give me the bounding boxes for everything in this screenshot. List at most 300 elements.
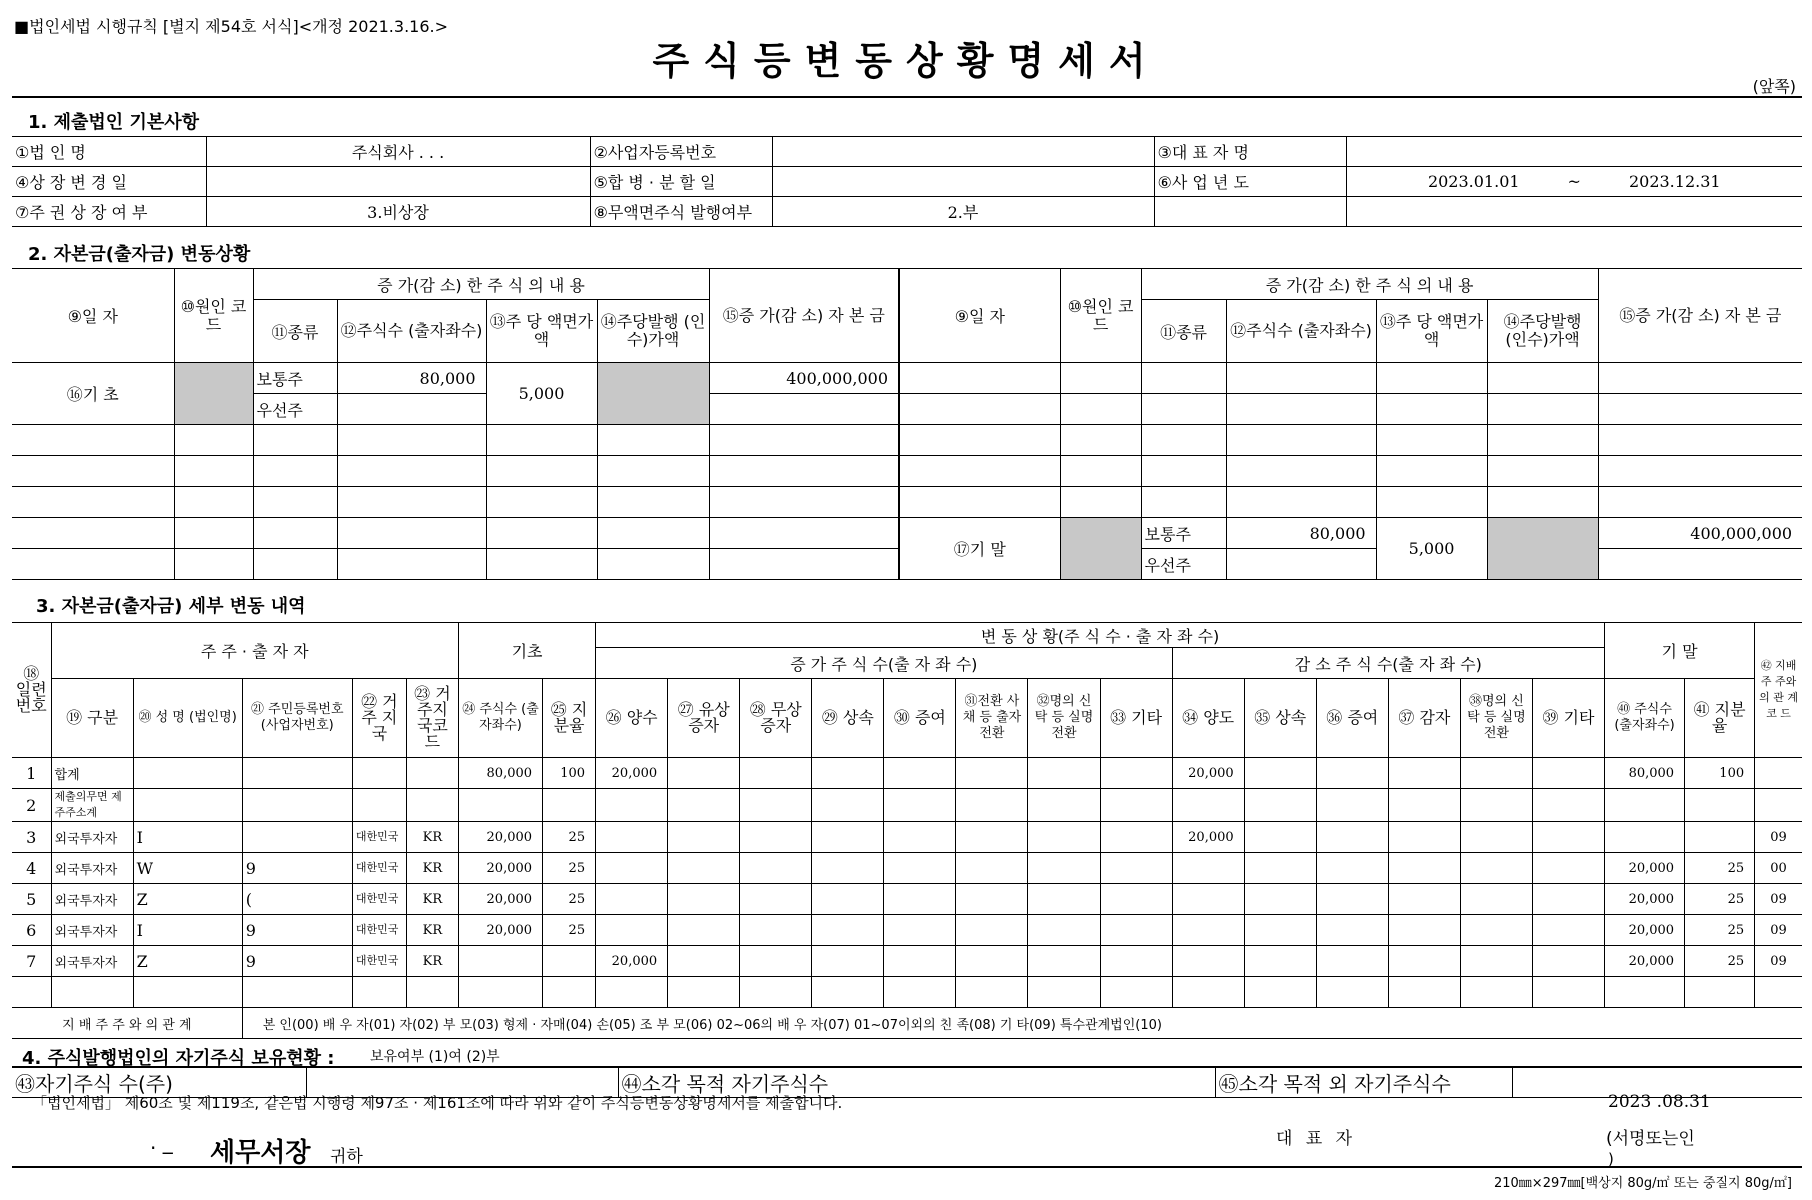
row-cell[interactable] xyxy=(1460,758,1532,789)
row-sell[interactable] xyxy=(1172,915,1244,946)
begin-preferred-label: 우선주 xyxy=(253,394,337,425)
col-header-5: ㉓ 거주지 국코드 xyxy=(406,679,458,758)
row-country-code[interactable]: KR xyxy=(406,915,458,946)
row-e-ratio[interactable]: 25 xyxy=(1685,946,1755,977)
begin-common-label: 보통주 xyxy=(253,363,337,394)
row-id-number[interactable] xyxy=(242,789,352,822)
shaded-cell xyxy=(597,363,709,425)
empty-cell[interactable] xyxy=(51,977,133,1008)
row-cell[interactable] xyxy=(812,758,884,789)
end-preferred-label: 우선주 xyxy=(1141,549,1226,580)
row-country[interactable]: 대한민국 xyxy=(352,822,406,853)
row-cell[interactable] xyxy=(884,822,956,853)
empty-cell[interactable] xyxy=(12,977,51,1008)
kind-header-2: ⑪종류 xyxy=(1141,300,1226,363)
row-serial: 1 xyxy=(12,758,51,789)
row-cell[interactable] xyxy=(1028,789,1100,822)
row-b-ratio[interactable] xyxy=(543,946,596,977)
empty-cell[interactable] xyxy=(133,977,242,1008)
ceo-value[interactable] xyxy=(1346,137,1802,167)
row-cell[interactable] xyxy=(812,884,884,915)
non-retire-label: ㊺소각 목적 외 자기주식수 xyxy=(1215,1067,1512,1098)
section3-title: 3. 자본금(출자금) 세부 변동 내역 xyxy=(36,596,306,617)
reason-code-header-2: ⑩원인 코드 xyxy=(1060,269,1141,363)
fiscal-from: 2023.01.01 xyxy=(1427,172,1520,191)
row-cell[interactable] xyxy=(1028,946,1100,977)
row-cell[interactable] xyxy=(1388,789,1460,822)
row-cell[interactable] xyxy=(884,789,956,822)
relation-code-header: ㊷ 지배주 주와의 관 계 코 드 xyxy=(1755,623,1802,758)
row-cell[interactable] xyxy=(1388,884,1460,915)
empty-cell[interactable] xyxy=(1460,977,1532,1008)
row-sell[interactable]: 20,000 xyxy=(1172,758,1244,789)
fiscal-value[interactable] xyxy=(1346,167,1802,197)
section4-title: 4. 주식발행법인의 자기주식 보유현황 : xyxy=(22,1048,335,1069)
row-buy[interactable] xyxy=(596,884,668,915)
empty-cell[interactable] xyxy=(543,977,596,1008)
row-b-shares[interactable]: 20,000 xyxy=(458,822,542,853)
row-e-ratio[interactable]: 100 xyxy=(1685,758,1755,789)
empty-cell[interactable] xyxy=(1316,977,1388,1008)
row-e-shares[interactable] xyxy=(1604,822,1684,853)
row-cell[interactable] xyxy=(1028,853,1100,884)
signature-label: (서명또는인 xyxy=(1606,1129,1695,1149)
row-b-ratio[interactable] xyxy=(543,789,596,822)
par-header: ⑬주 당 액면가액 xyxy=(486,300,597,363)
submission-date[interactable]: 2023 .08.31 xyxy=(1608,1092,1711,1112)
row-type[interactable]: 외국투자자 xyxy=(51,915,133,946)
row-cell[interactable] xyxy=(668,915,740,946)
row-cell[interactable] xyxy=(812,853,884,884)
row-country[interactable]: 대한민국 xyxy=(352,946,406,977)
row-e-shares[interactable]: 20,000 xyxy=(1604,946,1684,977)
row-cell[interactable] xyxy=(740,915,812,946)
serial-header: ⑱ 일련 번호 xyxy=(12,623,51,758)
empty-cell[interactable] xyxy=(668,977,740,1008)
row-id-number[interactable]: 9 xyxy=(242,853,352,884)
row-cell[interactable] xyxy=(1100,884,1172,915)
col-header-7: ㉕ 지분율 xyxy=(543,679,596,758)
row-e-ratio[interactable]: 25 xyxy=(1685,884,1755,915)
end-par[interactable]: 5,000 xyxy=(1376,518,1487,580)
row-sell[interactable] xyxy=(1172,789,1244,822)
row-type[interactable]: 합계 xyxy=(51,758,133,789)
row-relation-code[interactable] xyxy=(1755,789,1802,822)
row-cell[interactable] xyxy=(1100,915,1172,946)
row-cell[interactable] xyxy=(1388,758,1460,789)
row-cell[interactable] xyxy=(1100,822,1172,853)
row-cell[interactable] xyxy=(668,884,740,915)
row-cell[interactable] xyxy=(812,789,884,822)
col-header-1: ⑲ 구분 xyxy=(51,679,133,758)
row-cell[interactable] xyxy=(956,915,1028,946)
row-cell[interactable] xyxy=(1100,853,1172,884)
begin-preferred-shares[interactable] xyxy=(337,394,486,425)
row-cell[interactable] xyxy=(1532,946,1604,977)
row-cell[interactable] xyxy=(1316,884,1388,915)
empty-cell[interactable] xyxy=(740,977,812,1008)
begin-shares[interactable]: 80,000 xyxy=(337,363,486,394)
corp-name-label: ①법 인 명 xyxy=(12,137,206,167)
row-type[interactable]: 제출의무면 제주주소계 xyxy=(51,789,133,822)
row-country-code[interactable]: KR xyxy=(406,946,458,977)
col-header-20: ㊳명의 신탁 등 실명전환 xyxy=(1460,679,1532,758)
shares-header-2: ⑫주식수 (출자좌수) xyxy=(1226,300,1376,363)
row-cell[interactable] xyxy=(1532,789,1604,822)
shaded-cell xyxy=(1060,518,1141,580)
col-header-22: ㊵ 주식수 (출자좌수) xyxy=(1604,679,1684,758)
row-buy[interactable] xyxy=(596,789,668,822)
row-cell[interactable] xyxy=(1388,915,1460,946)
col-header-11: ㉙ 상속 xyxy=(812,679,884,758)
detail-change-table xyxy=(12,622,1802,1039)
empty-cell xyxy=(1154,197,1346,227)
capital-header: ⑮증 가(감 소) 자 본 금 xyxy=(709,269,899,363)
row-e-ratio[interactable]: 25 xyxy=(1685,915,1755,946)
row-e-ratio[interactable] xyxy=(1685,789,1755,822)
col-header-21: ㊴ 기타 xyxy=(1532,679,1604,758)
row-sell[interactable] xyxy=(1172,853,1244,884)
col-header-8: ㉖ 양수 xyxy=(596,679,668,758)
row-cell[interactable] xyxy=(1460,789,1532,822)
empty-cell[interactable] xyxy=(1172,977,1244,1008)
row-cell[interactable] xyxy=(740,946,812,977)
corp-name-value[interactable]: 주식회사 . . . xyxy=(206,137,590,167)
row-cell[interactable] xyxy=(740,884,812,915)
row-cell[interactable] xyxy=(668,946,740,977)
shaded-cell xyxy=(1487,518,1598,580)
empty-cell xyxy=(1346,197,1802,227)
empty-cell[interactable] xyxy=(1604,977,1684,1008)
row-cell[interactable] xyxy=(956,789,1028,822)
row-buy[interactable] xyxy=(596,915,668,946)
increase-header: 증 가 주 식 수(출 자 좌 수) xyxy=(596,648,1173,679)
row-relation-code[interactable] xyxy=(1755,758,1802,789)
col-header-19: ㊲ 감자 xyxy=(1388,679,1460,758)
row-cell[interactable] xyxy=(884,915,956,946)
col-header-13: ㉛전환 사채 등 출자전환 xyxy=(956,679,1028,758)
row-id-number[interactable]: 9 xyxy=(242,915,352,946)
col-header-14: ㉜명의 신탁 등 실명전환 xyxy=(1028,679,1100,758)
change-header: 변 동 상 황(주 식 수 · 출 자 좌 수) xyxy=(596,623,1605,648)
empty-cell[interactable] xyxy=(352,977,406,1008)
row-cell[interactable] xyxy=(812,946,884,977)
listing-change-value[interactable] xyxy=(206,167,590,197)
row-cell[interactable] xyxy=(1532,758,1604,789)
row-name[interactable]: Z xyxy=(133,884,242,915)
row-type[interactable]: 외국투자자 xyxy=(51,822,133,853)
side-label: (앞쪽) xyxy=(1752,77,1796,96)
empty-cell[interactable] xyxy=(1028,977,1100,1008)
table-row xyxy=(12,946,1802,977)
bizno-value[interactable] xyxy=(772,137,1154,167)
row-cell[interactable] xyxy=(668,758,740,789)
row-cell[interactable] xyxy=(1028,915,1100,946)
row-country-code[interactable] xyxy=(406,789,458,822)
row-name[interactable]: Z xyxy=(133,946,242,977)
empty-cell[interactable] xyxy=(1755,977,1802,1008)
row-sell[interactable] xyxy=(1172,946,1244,977)
nopar-label: ⑧무액면주식 발행여부 xyxy=(590,197,772,227)
submission-statement: 「법인세법」 제60조 및 제119조, 같은법 시행령 제97조 · 제161조에 따라 위와 같이 주식등변동상황명세서를 제출합니다. xyxy=(32,1094,843,1112)
shaded-cell xyxy=(174,363,253,425)
row-serial: 6 xyxy=(12,915,51,946)
row-cell[interactable] xyxy=(1316,915,1388,946)
end-label: ⑰기 말 xyxy=(899,518,1060,580)
row-cell[interactable] xyxy=(1316,946,1388,977)
row-sell[interactable] xyxy=(1172,884,1244,915)
section1-title: 1. 제출법인 기본사항 xyxy=(28,112,199,133)
col-header-3: ㉑ 주민등록번호 (사업자번호) xyxy=(242,679,352,758)
row-cell[interactable] xyxy=(812,822,884,853)
form-reference: ■법인세법 시행규칙 [별지 제54호 서식]<개정 2021.3.16.> xyxy=(14,17,449,36)
row-cell[interactable] xyxy=(884,884,956,915)
row-b-ratio[interactable]: 25 xyxy=(543,915,596,946)
col-header-18: ㊱ 증여 xyxy=(1316,679,1388,758)
row-cell[interactable] xyxy=(1388,946,1460,977)
begin-label: ⑯기 초 xyxy=(12,363,174,425)
row-cell[interactable] xyxy=(740,853,812,884)
capital-change-table xyxy=(12,268,1802,580)
end-preferred-shares[interactable] xyxy=(1226,549,1376,580)
end-common-label: 보통주 xyxy=(1141,518,1226,549)
row-cell[interactable] xyxy=(1028,822,1100,853)
col-header-6: ㉔ 주식수 (출자좌수) xyxy=(458,679,542,758)
decrease-header: 감 소 주 식 수(출 자 좌 수) xyxy=(1172,648,1604,679)
row-relation-code[interactable]: 00 xyxy=(1755,853,1802,884)
row-serial: 7 xyxy=(12,946,51,977)
row-id-number[interactable] xyxy=(242,822,352,853)
row-id-number[interactable] xyxy=(242,758,352,789)
merger-value[interactable] xyxy=(772,167,1154,197)
row-cell[interactable] xyxy=(1244,822,1316,853)
row-cell[interactable] xyxy=(740,789,812,822)
row-buy[interactable]: 20,000 xyxy=(596,758,668,789)
row-cell[interactable] xyxy=(1244,853,1316,884)
row-type[interactable]: 외국투자자 xyxy=(51,946,133,977)
row-cell[interactable] xyxy=(1388,822,1460,853)
empty-cell[interactable] xyxy=(956,977,1028,1008)
issue-header: ⑭주당발행 (인수)가액 xyxy=(597,300,709,363)
row-country-code[interactable]: KR xyxy=(406,822,458,853)
row-id-number[interactable]: ( xyxy=(242,884,352,915)
nopar-value[interactable]: 2.부 xyxy=(772,197,1154,227)
empty-cell[interactable] xyxy=(812,977,884,1008)
page-title: 주식등변동상황명세서 xyxy=(652,39,1160,83)
par-header-2: ⑬주 당 액면가액 xyxy=(1376,300,1487,363)
begin-header: 기초 xyxy=(458,623,595,679)
row-e-shares[interactable]: 20,000 xyxy=(1604,853,1684,884)
row-cell[interactable] xyxy=(812,915,884,946)
bizno-label: ②사업자등록번호 xyxy=(590,137,772,167)
row-buy[interactable] xyxy=(596,853,668,884)
signature-close: ) xyxy=(1608,1150,1614,1168)
row-cell[interactable] xyxy=(668,789,740,822)
row-cell[interactable] xyxy=(956,884,1028,915)
row-cell[interactable] xyxy=(1460,884,1532,915)
row-b-ratio[interactable]: 25 xyxy=(543,822,596,853)
row-cell[interactable] xyxy=(956,853,1028,884)
row-cell[interactable] xyxy=(1100,789,1172,822)
row-b-shares[interactable] xyxy=(458,789,542,822)
section2-title: 2. 자본금(출자금) 변동상황 xyxy=(28,244,251,265)
empty-cell[interactable] xyxy=(458,977,542,1008)
fiscal-to: 2023.12.31 xyxy=(1628,172,1721,191)
bottom-divider xyxy=(12,1166,1802,1168)
listed-value[interactable]: 3.비상장 xyxy=(206,197,590,227)
empty-cell[interactable] xyxy=(1100,977,1172,1008)
row-cell[interactable] xyxy=(956,946,1028,977)
row-b-shares[interactable]: 20,000 xyxy=(458,853,542,884)
row-name[interactable]: I xyxy=(133,822,242,853)
row-relation-code[interactable]: 09 xyxy=(1755,915,1802,946)
row-country[interactable] xyxy=(352,758,406,789)
row-cell[interactable] xyxy=(740,758,812,789)
office-blank[interactable]: . _ xyxy=(150,1130,173,1154)
row-name[interactable] xyxy=(133,789,242,822)
begin-capital[interactable]: 400,000,000 xyxy=(709,363,899,394)
row-cell[interactable] xyxy=(1460,915,1532,946)
row-country[interactable] xyxy=(352,789,406,822)
row-cell[interactable] xyxy=(1244,758,1316,789)
listing-change-label: ④상 장 변 경 일 xyxy=(12,167,206,197)
row-b-shares[interactable] xyxy=(458,946,542,977)
row-cell[interactable] xyxy=(740,822,812,853)
table-row xyxy=(12,915,1802,946)
representative-label: 대 표 자 xyxy=(1276,1129,1357,1149)
row-cell[interactable] xyxy=(1244,946,1316,977)
row-b-shares[interactable]: 20,000 xyxy=(458,884,542,915)
row-e-shares[interactable]: 80,000 xyxy=(1604,758,1684,789)
col-header-12: ㉚ 증여 xyxy=(884,679,956,758)
row-cell[interactable] xyxy=(1388,853,1460,884)
table-row xyxy=(12,789,1802,822)
row-relation-code[interactable]: 09 xyxy=(1755,884,1802,915)
shares-header: ⑫주식수 (출자좌수) xyxy=(337,300,486,363)
row-cell[interactable] xyxy=(884,853,956,884)
row-cell[interactable] xyxy=(1316,758,1388,789)
row-cell[interactable] xyxy=(668,853,740,884)
holder-header: 주 주 · 출 자 자 xyxy=(51,623,458,679)
own-share-option[interactable]: 보유여부 (1)여 (2)부 xyxy=(370,1049,500,1065)
row-cell[interactable] xyxy=(668,822,740,853)
row-e-ratio[interactable] xyxy=(1685,822,1755,853)
row-cell[interactable] xyxy=(1316,822,1388,853)
row-cell[interactable] xyxy=(1532,884,1604,915)
empty-cell[interactable] xyxy=(1244,977,1316,1008)
basic-info-table xyxy=(12,136,1802,227)
relation-legend-codes: 본 인(00) 배 우 자(01) 자(02) 부 모(03) 형제 · 자매(04) 손(05) 조 부 모(06) 02~06의 배 우 자(07) 01~07이외의 친 족(08) 기 타(09) 특수관계법인(10) xyxy=(242,1008,1802,1039)
row-cell[interactable] xyxy=(1532,822,1604,853)
row-cell[interactable] xyxy=(1244,884,1316,915)
empty-cell[interactable] xyxy=(406,977,458,1008)
empty-cell[interactable] xyxy=(1685,977,1755,1008)
row-country[interactable]: 대한민국 xyxy=(352,884,406,915)
row-cell[interactable] xyxy=(956,822,1028,853)
row-cell[interactable] xyxy=(1100,758,1172,789)
row-b-shares[interactable]: 20,000 xyxy=(458,915,542,946)
row-cell[interactable] xyxy=(1028,758,1100,789)
row-id-number[interactable]: 9 xyxy=(242,946,352,977)
row-e-shares[interactable]: 20,000 xyxy=(1604,915,1684,946)
col-header-9: ㉗ 유상증자 xyxy=(668,679,740,758)
relation-legend-label: 지 배 주 주 와 의 관 계 xyxy=(12,1008,242,1039)
row-type[interactable]: 외국투자자 xyxy=(51,884,133,915)
row-country-code[interactable]: KR xyxy=(406,853,458,884)
tax-office-label: 세무서장 xyxy=(210,1138,311,1168)
end-header: 기 말 xyxy=(1604,623,1754,679)
row-name[interactable]: W xyxy=(133,853,242,884)
date-header: ⑨일 자 xyxy=(12,269,174,363)
row-b-ratio[interactable]: 100 xyxy=(543,758,596,789)
row-cell[interactable] xyxy=(1028,884,1100,915)
row-cell[interactable] xyxy=(1100,946,1172,977)
row-cell[interactable] xyxy=(1532,853,1604,884)
begin-par[interactable]: 5,000 xyxy=(486,363,597,425)
row-country-code[interactable] xyxy=(406,758,458,789)
row-country-code[interactable]: KR xyxy=(406,884,458,915)
end-shares[interactable]: 80,000 xyxy=(1226,518,1376,549)
ceo-label: ③대 표 자 명 xyxy=(1154,137,1346,167)
row-cell[interactable] xyxy=(1460,822,1532,853)
row-serial: 5 xyxy=(12,884,51,915)
row-cell[interactable] xyxy=(1532,915,1604,946)
row-cell[interactable] xyxy=(884,946,956,977)
empty-cell[interactable] xyxy=(884,977,956,1008)
row-type[interactable]: 외국투자자 xyxy=(51,853,133,884)
row-name[interactable] xyxy=(133,758,242,789)
row-country[interactable]: 대한민국 xyxy=(352,915,406,946)
row-relation-code[interactable]: 09 xyxy=(1755,822,1802,853)
empty-cell[interactable] xyxy=(1532,977,1604,1008)
row-cell[interactable] xyxy=(1244,915,1316,946)
reason-code-header: ⑩원인 코드 xyxy=(174,269,253,363)
row-cell[interactable] xyxy=(1316,853,1388,884)
row-name[interactable]: I xyxy=(133,915,242,946)
col-header-10: ㉘ 무상증자 xyxy=(740,679,812,758)
row-e-shares[interactable]: 20,000 xyxy=(1604,884,1684,915)
row-e-ratio[interactable]: 25 xyxy=(1685,853,1755,884)
empty-cell[interactable] xyxy=(242,977,352,1008)
row-cell[interactable] xyxy=(1460,946,1532,977)
top-divider xyxy=(12,96,1802,98)
row-buy[interactable] xyxy=(596,822,668,853)
issue-header-2: ⑭주당발행 (인수)가액 xyxy=(1487,300,1598,363)
row-country[interactable]: 대한민국 xyxy=(352,853,406,884)
retire-purpose-label: ㊹소각 목적 자기주식수 xyxy=(618,1067,1215,1098)
row-cell[interactable] xyxy=(884,758,956,789)
row-sell[interactable]: 20,000 xyxy=(1172,822,1244,853)
row-b-ratio[interactable]: 25 xyxy=(543,853,596,884)
row-cell[interactable] xyxy=(1244,789,1316,822)
row-buy[interactable]: 20,000 xyxy=(596,946,668,977)
row-b-shares[interactable]: 80,000 xyxy=(458,758,542,789)
listed-label: ⑦주 권 상 장 여 부 xyxy=(12,197,206,227)
empty-cell[interactable] xyxy=(1388,977,1460,1008)
col-header-2: ⑳ 성 명 (법인명) xyxy=(133,679,242,758)
kind-header: ⑪종류 xyxy=(253,300,337,363)
row-cell[interactable] xyxy=(1316,789,1388,822)
row-b-ratio[interactable]: 25 xyxy=(543,884,596,915)
end-capital[interactable]: 400,000,000 xyxy=(1598,518,1802,549)
row-relation-code[interactable]: 09 xyxy=(1755,946,1802,977)
table-row xyxy=(12,758,1802,789)
row-cell[interactable] xyxy=(1460,853,1532,884)
row-e-shares[interactable] xyxy=(1604,789,1684,822)
empty-cell[interactable] xyxy=(596,977,668,1008)
table-row xyxy=(12,853,1802,884)
row-cell[interactable] xyxy=(956,758,1028,789)
